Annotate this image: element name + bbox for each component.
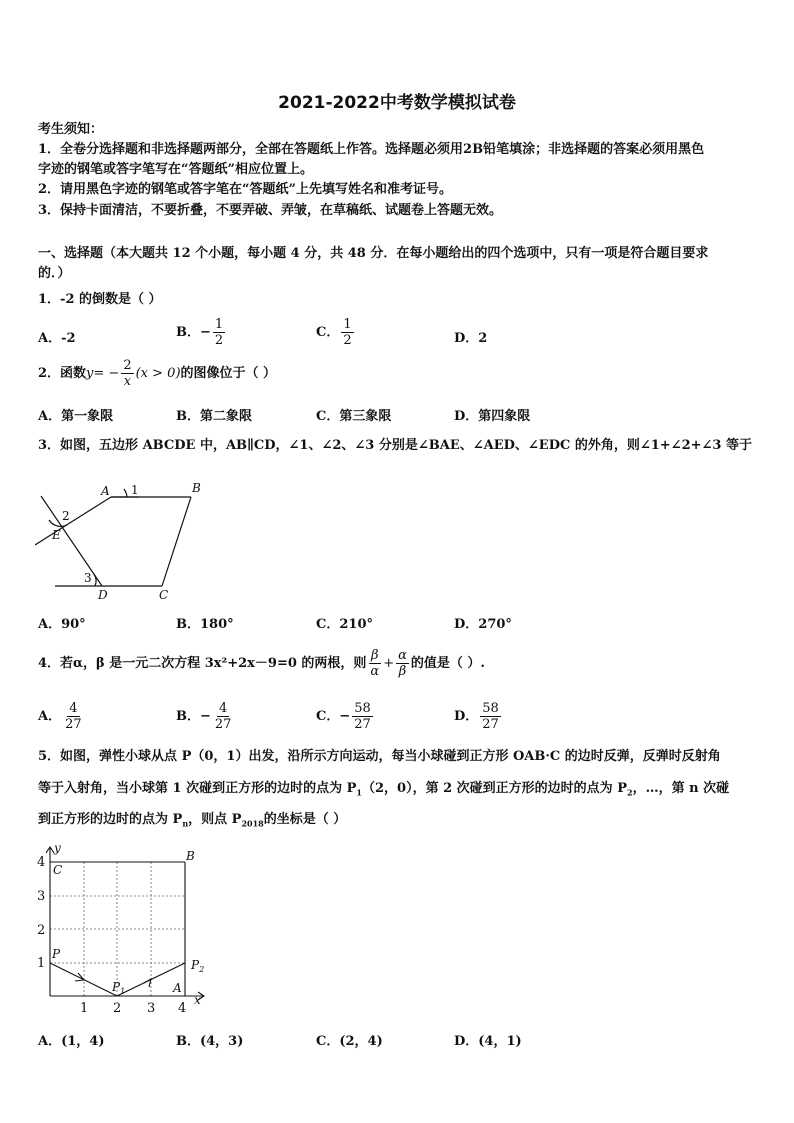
q2-option-c: C．第三象限 — [316, 409, 392, 424]
q4-option-b — [176, 701, 235, 732]
q2-option-b: B．第二象限 — [176, 409, 252, 424]
q4-option-c — [316, 701, 375, 732]
q4-option-d-fraction — [480, 701, 501, 732]
q5-y-tick-3: 3 — [37, 889, 46, 904]
q4-stem — [38, 648, 485, 679]
q4-option-d-denominator: 27 — [482, 717, 499, 732]
q1-option-a-value: -2 — [61, 331, 76, 346]
q3-label-c: C — [159, 588, 169, 602]
q3-option-d: D．270° — [454, 617, 512, 632]
q1-option-c-label: C． — [316, 325, 340, 340]
q1-option-b-fraction — [213, 317, 225, 348]
q5-line-2-suffix: ，…，第 n 次碰 — [632, 781, 730, 796]
q5-y-tick-4: 4 — [37, 855, 46, 870]
q5-stem-line-1: 5．如图，弹性小球从点 P（0，1）出发，沿所示方向运动，每当小球碰到正方形 OAB·C 的边时反弹，反弹时反射角 — [38, 749, 721, 764]
q1-option-c-numerator: 1 — [343, 317, 352, 332]
q4-option-b-denominator: 27 — [214, 717, 232, 732]
q1-option-c-denominator: 2 — [343, 333, 352, 348]
q1-option-b-label: B． — [176, 325, 200, 340]
q3-pentagon-figure — [35, 476, 220, 604]
q2-stem — [38, 358, 276, 389]
q4-fraction-1-denominator: α — [370, 664, 380, 679]
q3-angle-3-label: 3 — [84, 571, 92, 585]
q5-sub-2: 2 — [626, 787, 633, 798]
q3-angle-2-label: 2 — [62, 509, 70, 523]
q3-segment-bc — [162, 497, 191, 586]
q4-option-a-denominator: 27 — [65, 717, 82, 732]
q1-option-d-label: D． — [454, 331, 479, 346]
q5-label-c: C — [53, 863, 63, 877]
q5-option-c: C．(2，4) — [316, 1034, 383, 1049]
q5-label-p2: $P_2$ — [191, 958, 205, 974]
q1-option-d-value: 2 — [478, 331, 488, 346]
q4-option-b-label: B． — [176, 709, 200, 724]
q4-option-a-label: A． — [38, 709, 62, 724]
q5-option-b: B．(4，3) — [176, 1034, 244, 1049]
q4-fraction-beta-over-alpha — [368, 648, 381, 679]
q3-stem: 3．如图，五边形 ABCDE 中，AB∥CD，∠1、∠2、∠3 分别是∠BAE、∠AED、∠EDC 的外角，则∠1+∠2+∠3 等于 — [38, 438, 752, 453]
q5-label-p1: $P_1$ — [112, 980, 126, 996]
q3-label-d: D — [98, 588, 108, 602]
q4-plus-sign: + — [383, 656, 395, 671]
q1-option-b — [176, 317, 227, 348]
notice-heading: 考生须知： — [38, 122, 104, 137]
q5-line-3-suffix: 的坐标是（ ） — [263, 812, 347, 827]
q3-label-a: A — [101, 484, 110, 498]
notice-item-2: 2．请用黑色字迹的钢笔或答字笔在“答题纸”上先填写姓名和准考证号。 — [38, 182, 453, 197]
section-heading-line-1: 一、选择题（本大题共 12 个小题，每小题 4 分，共 48 分．在每小题给出的四个选项中，只有一项是符合题目要求 — [38, 246, 709, 261]
notice-item-1-line-2: 字迹的钢笔或答字笔写在“答题纸”相应位置上。 — [38, 162, 313, 177]
page-title: 2021-2022中考数学模拟试卷 — [278, 93, 516, 113]
q5-sub-n: n — [182, 818, 189, 829]
q4-fraction-2-numerator: α — [398, 648, 407, 663]
q1-stem: 1．-2 的倒数是（ ） — [38, 292, 162, 307]
q1-option-a-label: A． — [38, 331, 62, 346]
q5-x-tick-4: 4 — [178, 1001, 187, 1016]
q5-label-a: A — [173, 981, 182, 995]
q5-option-a: A．(1，4) — [38, 1034, 105, 1049]
q5-stem-line-3 — [38, 810, 346, 834]
q5-y-tick-1: 1 — [37, 956, 46, 971]
q2-function-denominator: x — [123, 374, 132, 389]
q1-option-c — [316, 317, 356, 348]
q4-stem-suffix: 的值是（ ）. — [410, 656, 485, 671]
q1-option-b-denominator: 2 — [214, 333, 224, 348]
q2-function-y: y — [86, 366, 94, 381]
notice-item-3: 3．保持卡面清洁，不要折叠，不要弄破、弄皱，在草稿纸、试题卷上答题无效。 — [38, 203, 503, 218]
q4-option-b-fraction — [213, 701, 234, 732]
q5-x-tick-3: 3 — [147, 1001, 156, 1016]
q2-option-d: D．第四象限 — [454, 409, 531, 424]
q3-label-b: B — [192, 481, 201, 495]
q5-line-3-prefix: 到正方形的边时的点为 P — [38, 812, 183, 827]
q5-line-2-prefix: 等于入射角，当小球第 1 次碰到正方形的边时的点为 P — [38, 781, 357, 796]
q4-option-b-sign: − — [200, 709, 211, 724]
q1-option-b-numerator: 1 — [214, 317, 224, 332]
q3-angle-1-arc — [124, 489, 127, 497]
q5-square-figure — [32, 842, 217, 1017]
q2-option-a: A．第一象限 — [38, 409, 114, 424]
q5-label-b: B — [186, 849, 195, 863]
q5-x-axis-label: x — [194, 993, 201, 1007]
q3-option-c: C．210° — [316, 617, 373, 632]
q2-function-fraction — [121, 358, 133, 389]
q1-option-c-fraction — [341, 317, 353, 348]
q4-option-d-label: D． — [454, 709, 479, 724]
q3-angle-1-label: 1 — [131, 483, 139, 497]
q5-line-2-middle: （2，0），第 2 次碰到正方形的边时的点为 P — [361, 781, 627, 796]
q2-function-equals: = − — [93, 366, 120, 381]
q5-y-axis-label: y — [54, 842, 61, 855]
q4-option-c-label: C． — [316, 709, 340, 724]
notice-item-1-line-1: 1．全卷分选择题和非选择题两部分，全部在答题纸上作答。选择题必须用2B铅笔填涂；非选择题的答案必须用黑色 — [38, 142, 705, 157]
q4-stem-prefix: 4．若α，β 是一元二次方程 3x²+2x－9=0 的两根，则 — [38, 656, 367, 671]
q5-path-arrow-2 — [144, 979, 151, 987]
q5-sub-2018: 2018 — [241, 818, 264, 829]
q5-y-tick-2: 2 — [37, 923, 46, 938]
section-heading-line-2: 的．） — [38, 266, 71, 281]
q5-line-3-middle: ，则点 P — [188, 812, 242, 827]
q5-stem-line-2 — [38, 779, 729, 803]
q5-x-tick-2: 2 — [113, 1001, 122, 1016]
q1-option-d — [454, 327, 487, 346]
q4-option-a-numerator: 4 — [69, 701, 78, 716]
q4-option-d — [454, 701, 503, 732]
q2-stem-prefix: 2．函数 — [38, 366, 87, 381]
q2-stem-suffix: 的图像位于（ ） — [180, 366, 277, 381]
q5-dotted-grid — [50, 862, 185, 996]
q4-option-c-sign: − — [339, 709, 351, 724]
q4-fraction-alpha-over-beta — [396, 648, 409, 679]
q2-function-numerator: 2 — [123, 358, 132, 373]
q3-option-b: B．180° — [176, 617, 234, 632]
q4-option-b-numerator: 4 — [219, 701, 228, 716]
q4-option-d-numerator: 58 — [482, 701, 499, 716]
q3-option-a: A．90° — [38, 617, 86, 632]
q5-sub-1: 1 — [356, 787, 362, 798]
q2-function-condition: (x > 0) — [135, 366, 181, 381]
q4-fraction-1-numerator: β — [371, 648, 379, 663]
q5-x-tick-1: 1 — [80, 1001, 89, 1016]
q3-label-e: E — [52, 528, 61, 542]
q4-option-c-denominator: 27 — [354, 717, 371, 732]
q5-label-p: P — [52, 947, 61, 961]
q1-option-a — [38, 327, 76, 346]
q4-fraction-2-denominator: β — [398, 664, 407, 679]
q4-option-a — [38, 701, 86, 732]
q4-option-c-fraction — [352, 701, 373, 732]
q4-option-a-fraction — [63, 701, 84, 732]
q5-option-d: D．(4，1) — [454, 1034, 522, 1049]
q4-option-c-numerator: 58 — [354, 701, 371, 716]
q3-segment-ed-extended — [41, 496, 102, 586]
q1-option-b-sign: − — [200, 325, 211, 340]
